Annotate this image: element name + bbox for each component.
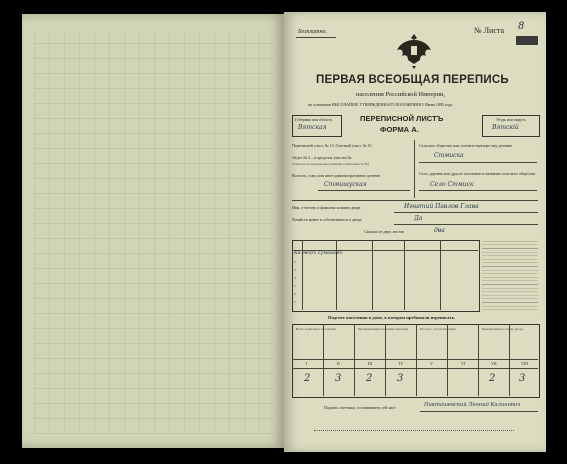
summary-value-4: 3 <box>397 373 404 384</box>
summary-value-1: 2 <box>304 373 311 384</box>
summary-value-8: 3 <box>519 373 526 384</box>
village-value: Село Стмиск <box>430 181 474 188</box>
form-name: ПЕРЕПИСНОЙ ЛИСТЪ <box>360 114 444 123</box>
summary-header-1: Всего наличного населения <box>296 327 336 331</box>
col-num-4: IV <box>399 361 404 366</box>
room-row-2: 2 <box>294 260 296 264</box>
sheet-number-value: 8 <box>518 21 525 32</box>
summary-value-7: 2 <box>489 373 496 384</box>
volost-label: Волость, стан, или иное административное деление <box>292 173 381 178</box>
signature-value: Пикташевский Леонид Калинович <box>424 402 521 408</box>
volost-value: Стмишуская <box>324 181 367 188</box>
sheet-number-label: № Листа <box>474 26 505 35</box>
free-label: Безплатно. <box>298 29 327 35</box>
col-num-8: VIII <box>521 361 528 366</box>
col-num-1: I <box>306 361 308 366</box>
col-num-7: VII <box>491 361 497 366</box>
summary-value-2: 3 <box>335 373 342 384</box>
district-line: Переписной участ. № 13. Счетный участ. № 16 <box>292 143 372 148</box>
instructions-text-block <box>482 240 538 310</box>
col-num-6: VI <box>461 361 466 366</box>
izba-note: (Отмечается надлежащее название и вписывается №) <box>292 162 370 166</box>
form-title: ПЕРВАЯ ВСЕОБЩАЯ ПЕРЕПИСЬ <box>316 74 509 86</box>
sheet-number-stamp <box>516 36 538 45</box>
form-subtitle: населения Российской Империи, <box>356 91 446 98</box>
guberniya-value: Вятская <box>298 124 327 131</box>
census-form-page <box>284 12 546 452</box>
pages-label: Сколько из двух листов <box>364 229 404 234</box>
guberniya-label: Губерния или область <box>295 117 333 122</box>
room-table-first-value: Кв.дворъ Тумашевъ <box>294 251 343 256</box>
house-label: Хозяйств живет в собственном его дворе <box>292 217 362 222</box>
summary-value-3: 2 <box>366 373 373 384</box>
col-num-3: III <box>368 361 372 366</box>
owner-value: Игнатий Павлов Глава <box>404 203 479 210</box>
uezd-label: Уездъ или округъ <box>496 117 526 122</box>
left-page <box>22 14 284 448</box>
room-row-3: 3 <box>294 268 296 272</box>
room-row-4: 4 <box>294 276 296 280</box>
society-value: Стмиска <box>434 152 464 159</box>
summary-title: Подсчет населения в доме, в котором пребывали переписать. <box>328 315 456 320</box>
pages-value: два <box>434 227 445 234</box>
imperial-eagle-icon <box>394 30 434 70</box>
summary-header-3: Из этого отсутствующих <box>420 327 456 331</box>
col-num-5: V <box>430 361 433 366</box>
house-value: Да <box>414 215 423 222</box>
left-page-grid <box>34 32 274 434</box>
room-row-5: 5 <box>294 284 296 288</box>
summary-header-2: Проживающих наличных жителей <box>358 327 408 331</box>
summary-header-4: Приписанных к этому двору <box>482 327 524 331</box>
col-num-2: II <box>337 361 340 366</box>
decree-line: на основании ВЫСОЧАЙШЕ УТВЕРЖДЕННАГО ПОЛОЖЕНИЯ 5 Июня 1895 года. <box>308 102 454 107</box>
signature-label: Подпись счетчика, составившего сей лист <box>324 405 396 410</box>
village-label: Село, деревня или другое поселение и название сельского общества <box>419 171 536 176</box>
uezd-value: Вятскій <box>492 124 519 131</box>
room-row-7: 7 <box>294 300 296 304</box>
society-label: Сельское общество или соответствующее ему деление <box>419 143 513 148</box>
izba-line: Отдел № 2 ...в пределах участка № <box>292 155 352 160</box>
form-letter: ФОРМА А. <box>380 125 419 134</box>
room-row-6: 6 <box>294 292 296 296</box>
owner-label: Имя, отчество и фамилия хозяина двора <box>292 205 361 210</box>
